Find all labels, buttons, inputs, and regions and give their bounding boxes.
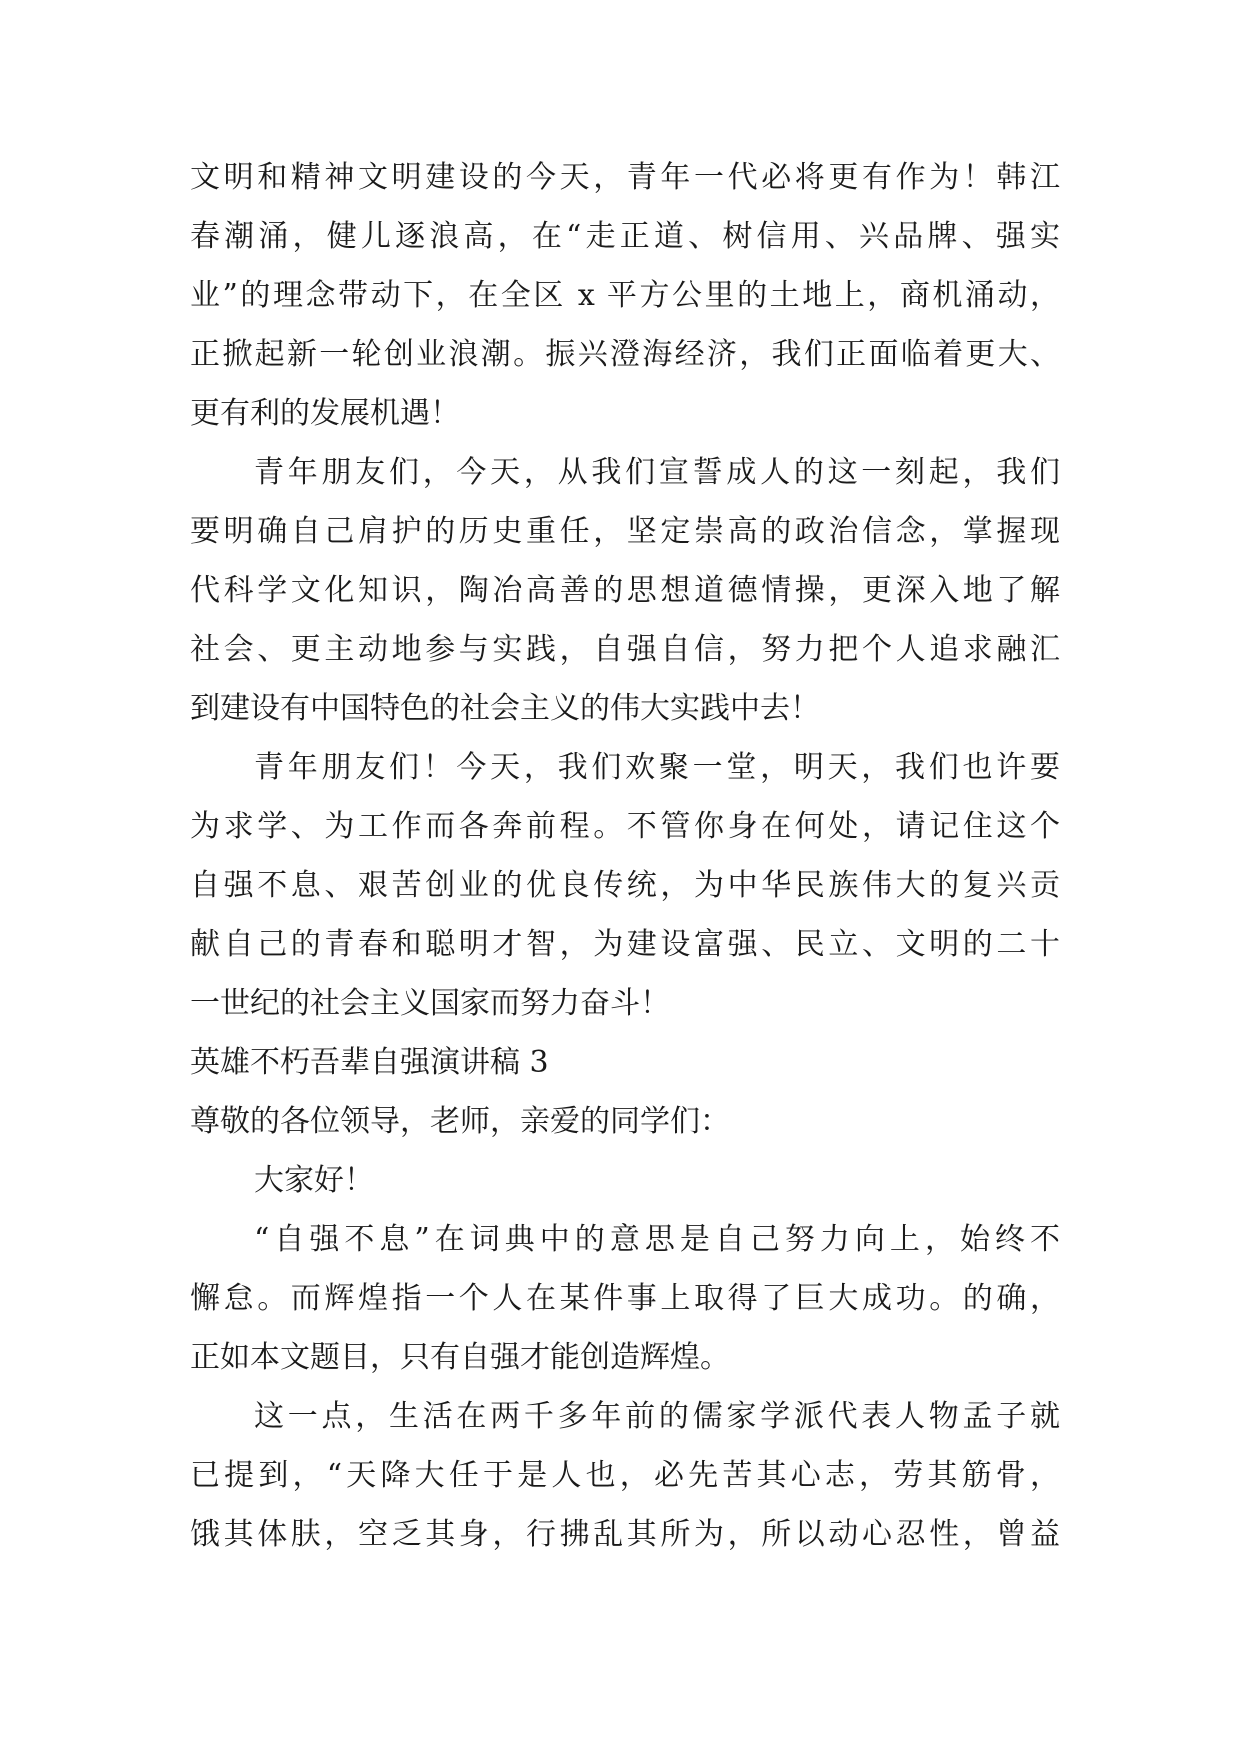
text-line: 这一点，生活在两千多年前的儒家学派代表人物孟子就 xyxy=(254,1399,1060,1434)
text-line: 春潮涌，健儿逐浪高，在“走正道、树信用、兴品牌、强实 xyxy=(190,219,1060,254)
section-heading: 英雄不朽吾辈自强演讲稿 3 xyxy=(190,1045,549,1080)
text-line: 正如本文题目，只有自强才能创造辉煌。 xyxy=(190,1340,730,1375)
text-line: 业”的理念带动下，在全区 x 平方公里的土地上，商机涌动， xyxy=(190,278,1060,313)
text-line: 文明和精神文明建设的今天，青年一代必将更有作为！韩江 xyxy=(190,160,1060,195)
text-line: 社会、更主动地参与实践，自强自信，努力把个人追求融汇 xyxy=(190,632,1060,667)
text-line: 为求学、为工作而各奔前程。不管你身在何处，请记住这个 xyxy=(190,809,1060,844)
document-body xyxy=(190,148,1060,1564)
text-line: “自强不息”在词典中的意思是自己努力向上，始终不 xyxy=(254,1222,1060,1257)
text-line: 青年朋友们！今天，我们欢聚一堂，明天，我们也许要 xyxy=(254,750,1060,785)
text-line: 自强不息、艰苦创业的优良传统，为中华民族伟大的复兴贡 xyxy=(190,868,1060,903)
text-line: 青年朋友们，今天，从我们宣誓成人的这一刻起，我们 xyxy=(254,455,1060,490)
text-line: 已提到，“天降大任于是人也，必先苦其心志，劳其筋骨， xyxy=(190,1458,1060,1493)
text-line: 献自己的青春和聪明才智，为建设富强、民立、文明的二十 xyxy=(190,927,1060,962)
text-line: 要明确自己肩护的历史重任，坚定崇高的政治信念，掌握现 xyxy=(190,514,1060,549)
text-line: 尊敬的各位领导，老师，亲爱的同学们： xyxy=(190,1104,730,1139)
text-line: 懈怠。而辉煌指一个人在某件事上取得了巨大成功。的确， xyxy=(190,1281,1060,1316)
text-line: 到建设有中国特色的社会主义的伟大实践中去！ xyxy=(190,691,820,726)
text-line: 代科学文化知识，陶冶高善的思想道德情操，更深入地了解 xyxy=(190,573,1060,608)
text-line: 更有利的发展机遇！ xyxy=(190,396,460,431)
text-line: 正掀起新一轮创业浪潮。振兴澄海经济，我们正面临着更大、 xyxy=(190,337,1060,372)
text-line: 一世纪的社会主义国家而努力奋斗！ xyxy=(190,986,670,1021)
text-line: 大家好！ xyxy=(254,1163,374,1198)
text-line: 饿其体肤，空乏其身，行拂乱其所为，所以动心忍性，曾益 xyxy=(190,1517,1060,1552)
